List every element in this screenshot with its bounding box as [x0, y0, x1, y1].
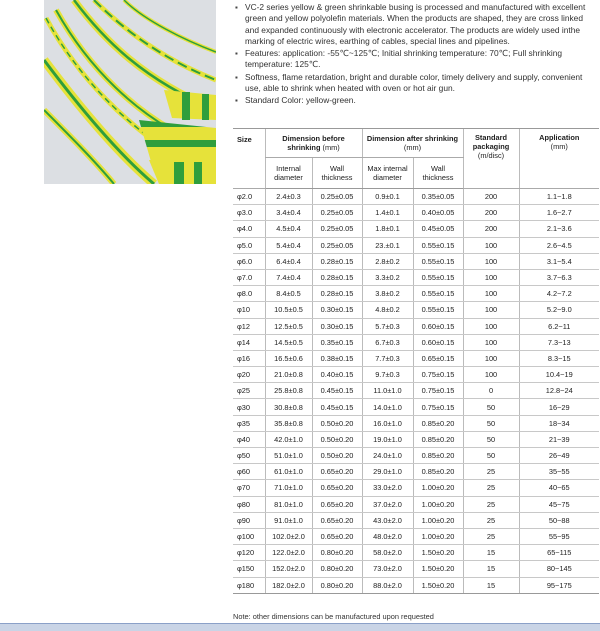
application-cell: 65~115 [519, 545, 599, 561]
wall-thickness-after-cell: 0.45±0.05 [413, 221, 463, 237]
application-cell: 6.2~11 [519, 318, 599, 334]
max-internal-diameter-cell: 29.0±1.0 [362, 464, 413, 480]
packaging-cell: 25 [463, 512, 519, 528]
application-cell: 40~65 [519, 480, 599, 496]
table-row [233, 334, 599, 350]
application-cell: 8.3~15 [519, 350, 599, 366]
size-cell: φ180 [233, 577, 265, 593]
packaging-cell: 0 [463, 383, 519, 399]
internal-diameter-cell: 4.5±0.4 [265, 221, 312, 237]
internal-diameter-cell: 30.8±0.8 [265, 399, 312, 415]
table-row [233, 480, 599, 496]
size-cell: φ30 [233, 399, 265, 415]
size-cell: φ100 [233, 528, 265, 544]
table-row [233, 399, 599, 415]
packaging-cell: 25 [463, 528, 519, 544]
max-internal-diameter-cell: 9.7±0.3 [362, 367, 413, 383]
wall-thickness-after-cell: 0.60±0.15 [413, 334, 463, 350]
application-cell: 18~34 [519, 415, 599, 431]
wall-thickness-after-cell: 0.40±0.05 [413, 205, 463, 221]
wall-thickness-cell: 0.30±0.15 [312, 318, 362, 334]
wall-thickness-cell: 0.65±0.20 [312, 464, 362, 480]
application-cell: 1.1~1.8 [519, 189, 599, 205]
packaging-cell: 200 [463, 221, 519, 237]
wall-thickness-cell: 0.25±0.05 [312, 221, 362, 237]
size-cell: φ4.0 [233, 221, 265, 237]
application-cell: 80~145 [519, 561, 599, 577]
internal-diameter-cell: 122.0±2.0 [265, 545, 312, 561]
packaging-cell: 100 [463, 334, 519, 350]
size-cell: φ25 [233, 383, 265, 399]
header-application-label: Application [539, 133, 580, 142]
max-internal-diameter-cell: 14.0±1.0 [362, 399, 413, 415]
size-cell: φ150 [233, 561, 265, 577]
specification-table [233, 128, 599, 594]
size-cell: φ60 [233, 464, 265, 480]
packaging-cell: 100 [463, 253, 519, 269]
size-cell: φ70 [233, 480, 265, 496]
max-internal-diameter-cell: 5.7±0.3 [362, 318, 413, 334]
header-dimension-before-unit: (mm) [322, 143, 340, 152]
table-row [233, 237, 599, 253]
product-description-list [233, 2, 597, 108]
max-internal-diameter-cell: 48.0±2.0 [362, 528, 413, 544]
wall-thickness-cell: 0.25±0.05 [312, 205, 362, 221]
max-internal-diameter-cell: 1.4±0.1 [362, 205, 413, 221]
packaging-cell: 100 [463, 318, 519, 334]
wall-thickness-cell: 0.28±0.15 [312, 253, 362, 269]
application-cell: 26~49 [519, 448, 599, 464]
application-cell: 7.3~13 [519, 334, 599, 350]
max-internal-diameter-cell: 6.7±0.3 [362, 334, 413, 350]
table-row [233, 464, 599, 480]
wall-thickness-cell: 0.80±0.20 [312, 561, 362, 577]
table-row [233, 286, 599, 302]
wall-thickness-cell: 0.65±0.20 [312, 512, 362, 528]
max-internal-diameter-cell: 37.0±2.0 [362, 496, 413, 512]
internal-diameter-cell: 152.0±2.0 [265, 561, 312, 577]
packaging-cell: 25 [463, 480, 519, 496]
packaging-cell: 15 [463, 561, 519, 577]
internal-diameter-cell: 102.0±2.0 [265, 528, 312, 544]
internal-diameter-cell: 61.0±1.0 [265, 464, 312, 480]
max-internal-diameter-cell: 58.0±2.0 [362, 545, 413, 561]
internal-diameter-cell: 21.0±0.8 [265, 367, 312, 383]
table-row [233, 189, 599, 205]
table-row [233, 415, 599, 431]
internal-diameter-cell: 71.0±1.0 [265, 480, 312, 496]
application-cell: 21~39 [519, 431, 599, 447]
wall-thickness-after-cell: 0.85±0.20 [413, 448, 463, 464]
size-cell: φ120 [233, 545, 265, 561]
wall-thickness-cell: 0.25±0.05 [312, 189, 362, 205]
table-row [233, 318, 599, 334]
header-size: Size [233, 129, 265, 189]
internal-diameter-cell: 35.8±0.8 [265, 415, 312, 431]
packaging-cell: 200 [463, 189, 519, 205]
internal-diameter-cell: 51.0±1.0 [265, 448, 312, 464]
application-cell: 95~175 [519, 577, 599, 593]
product-photo [44, 0, 216, 184]
wall-thickness-after-cell: 1.50±0.20 [413, 561, 463, 577]
application-cell: 2.1~3.6 [519, 221, 599, 237]
header-dimension-before [265, 129, 362, 158]
packaging-cell: 25 [463, 496, 519, 512]
application-cell: 3.7~6.3 [519, 269, 599, 285]
header-packaging [463, 129, 519, 189]
packaging-cell: 50 [463, 448, 519, 464]
wall-thickness-cell: 0.28±0.15 [312, 269, 362, 285]
max-internal-diameter-cell: 3.8±0.2 [362, 286, 413, 302]
internal-diameter-cell: 91.0±1.0 [265, 512, 312, 528]
wall-thickness-after-cell: 1.00±0.20 [413, 512, 463, 528]
application-cell: 10.4~19 [519, 367, 599, 383]
wall-thickness-after-cell: 0.55±0.15 [413, 302, 463, 318]
table-row [233, 431, 599, 447]
max-internal-diameter-cell: 7.7±0.3 [362, 350, 413, 366]
internal-diameter-cell: 12.5±0.5 [265, 318, 312, 334]
size-cell: φ10 [233, 302, 265, 318]
table-row [233, 545, 599, 561]
wall-thickness-cell: 0.45±0.15 [312, 399, 362, 415]
wall-thickness-after-cell: 0.65±0.15 [413, 350, 463, 366]
size-cell: φ35 [233, 415, 265, 431]
wall-thickness-after-cell: 0.75±0.15 [413, 383, 463, 399]
packaging-cell: 100 [463, 269, 519, 285]
wall-thickness-after-cell: 1.00±0.20 [413, 480, 463, 496]
max-internal-diameter-cell: 16.0±1.0 [362, 415, 413, 431]
size-cell: φ8.0 [233, 286, 265, 302]
packaging-cell: 200 [463, 205, 519, 221]
application-cell: 12.8~24 [519, 383, 599, 399]
size-cell: φ20 [233, 367, 265, 383]
wall-thickness-cell: 0.45±0.15 [312, 383, 362, 399]
wall-thickness-after-cell: 0.60±0.15 [413, 318, 463, 334]
header-dimension-before-label: Dimension before shrinking [282, 134, 345, 152]
header-internal-diameter: Internal diameter [265, 158, 312, 189]
wall-thickness-after-cell: 1.50±0.20 [413, 545, 463, 561]
wall-thickness-cell: 0.35±0.15 [312, 334, 362, 350]
wall-thickness-after-cell: 1.00±0.20 [413, 496, 463, 512]
internal-diameter-cell: 7.4±0.4 [265, 269, 312, 285]
internal-diameter-cell: 3.4±0.4 [265, 205, 312, 221]
table-row [233, 367, 599, 383]
wall-thickness-cell: 0.30±0.15 [312, 302, 362, 318]
wall-thickness-after-cell: 0.85±0.20 [413, 415, 463, 431]
internal-diameter-cell: 14.5±0.5 [265, 334, 312, 350]
max-internal-diameter-cell: 73.0±2.0 [362, 561, 413, 577]
size-cell: φ40 [233, 431, 265, 447]
wall-thickness-after-cell: 0.35±0.05 [413, 189, 463, 205]
header-wall-thickness-after: Wall thickness [413, 158, 463, 189]
application-cell: 16~29 [519, 399, 599, 415]
specification-table-body [233, 189, 599, 594]
header-max-internal-diameter: Max internal diameter [362, 158, 413, 189]
table-row [233, 205, 599, 221]
internal-diameter-cell: 10.5±0.5 [265, 302, 312, 318]
header-dimension-after [362, 129, 463, 158]
description-item: ▪ Features: application: -55℃~125℃; Initial shrinking temperature: 70℃; Full shrinking temperature: 125℃. [233, 48, 597, 71]
max-internal-diameter-cell: 19.0±1.0 [362, 431, 413, 447]
header-application [519, 129, 599, 189]
packaging-cell: 100 [463, 350, 519, 366]
wall-thickness-after-cell: 1.00±0.20 [413, 528, 463, 544]
packaging-cell: 100 [463, 237, 519, 253]
application-cell: 2.6~4.5 [519, 237, 599, 253]
table-row [233, 269, 599, 285]
wall-thickness-cell: 0.80±0.20 [312, 577, 362, 593]
application-cell: 4.2~7.2 [519, 286, 599, 302]
wall-thickness-cell: 0.28±0.15 [312, 286, 362, 302]
header-dimension-after-unit: (mm) [403, 143, 422, 152]
wall-thickness-cell: 0.65±0.20 [312, 480, 362, 496]
wall-thickness-cell: 0.50±0.20 [312, 448, 362, 464]
internal-diameter-cell: 182.0±2.0 [265, 577, 312, 593]
wall-thickness-after-cell: 1.50±0.20 [413, 577, 463, 593]
size-cell: φ5.0 [233, 237, 265, 253]
wall-thickness-cell: 0.38±0.15 [312, 350, 362, 366]
internal-diameter-cell: 2.4±0.3 [265, 189, 312, 205]
internal-diameter-cell: 8.4±0.5 [265, 286, 312, 302]
table-row [233, 561, 599, 577]
footnote: Note: other dimensions can be manufactured upon requested [233, 612, 434, 621]
header-packaging-unit: (m/disc) [477, 151, 505, 160]
wall-thickness-after-cell: 0.85±0.20 [413, 431, 463, 447]
table-row [233, 528, 599, 544]
packaging-cell: 15 [463, 577, 519, 593]
max-internal-diameter-cell: 3.3±0.2 [362, 269, 413, 285]
size-cell: φ14 [233, 334, 265, 350]
packaging-cell: 100 [463, 367, 519, 383]
table-row [233, 302, 599, 318]
table-row [233, 350, 599, 366]
max-internal-diameter-cell: 24.0±1.0 [362, 448, 413, 464]
table-row [233, 496, 599, 512]
wall-thickness-cell: 0.50±0.20 [312, 415, 362, 431]
description-item: ▪ VC-2 series yellow & green shrinkable busing is processed and manufactured with excellent green and yellow polyolefin materials. When the products are shaped, they are cross linked and expanded continuously with electronic accelerator. The products are widely used inthe marking of electric wires, earthing of cables, special lines and pipelines. [233, 2, 597, 47]
application-cell: 35~55 [519, 464, 599, 480]
wall-thickness-after-cell: 0.85±0.20 [413, 464, 463, 480]
wall-thickness-cell: 0.50±0.20 [312, 431, 362, 447]
packaging-cell: 15 [463, 545, 519, 561]
table-row [233, 383, 599, 399]
max-internal-diameter-cell: 33.0±2.0 [362, 480, 413, 496]
max-internal-diameter-cell: 0.9±0.1 [362, 189, 413, 205]
table-row [233, 512, 599, 528]
size-cell: φ16 [233, 350, 265, 366]
application-cell: 50~88 [519, 512, 599, 528]
max-internal-diameter-cell: 88.0±2.0 [362, 577, 413, 593]
table-row [233, 448, 599, 464]
internal-diameter-cell: 5.4±0.4 [265, 237, 312, 253]
packaging-cell: 100 [463, 286, 519, 302]
packaging-cell: 50 [463, 431, 519, 447]
max-internal-diameter-cell: 23.±0.1 [362, 237, 413, 253]
application-cell: 1.6~2.7 [519, 205, 599, 221]
header-packaging-label: Standard packaging [472, 133, 510, 151]
wall-thickness-after-cell: 0.75±0.15 [413, 367, 463, 383]
application-cell: 55~95 [519, 528, 599, 544]
table-row [233, 577, 599, 593]
max-internal-diameter-cell: 43.0±2.0 [362, 512, 413, 528]
table-row [233, 221, 599, 237]
size-cell: φ50 [233, 448, 265, 464]
header-application-unit: (mm) [550, 142, 568, 151]
internal-diameter-cell: 25.8±0.8 [265, 383, 312, 399]
internal-diameter-cell: 16.5±0.6 [265, 350, 312, 366]
wall-thickness-after-cell: 0.55±0.15 [413, 237, 463, 253]
heat-shrink-tubing-illustration [44, 0, 216, 184]
wall-thickness-cell: 0.65±0.20 [312, 496, 362, 512]
size-cell: φ2.0 [233, 189, 265, 205]
internal-diameter-cell: 6.4±0.4 [265, 253, 312, 269]
size-cell: φ3.0 [233, 205, 265, 221]
size-cell: φ6.0 [233, 253, 265, 269]
size-cell: φ80 [233, 496, 265, 512]
description-item: ▪ Standard Color: yellow-green. [233, 95, 597, 106]
application-cell: 3.1~5.4 [519, 253, 599, 269]
wall-thickness-cell: 0.40±0.15 [312, 367, 362, 383]
header-dimension-after-label: Dimension after shrinking [366, 134, 459, 143]
packaging-cell: 25 [463, 464, 519, 480]
size-cell: φ90 [233, 512, 265, 528]
packaging-cell: 50 [463, 415, 519, 431]
header-wall-thickness: Wall thickness [312, 158, 362, 189]
max-internal-diameter-cell: 11.0±1.0 [362, 383, 413, 399]
internal-diameter-cell: 81.0±1.0 [265, 496, 312, 512]
max-internal-diameter-cell: 1.8±0.1 [362, 221, 413, 237]
wall-thickness-after-cell: 0.55±0.15 [413, 269, 463, 285]
size-cell: φ12 [233, 318, 265, 334]
table-row [233, 253, 599, 269]
packaging-cell: 50 [463, 399, 519, 415]
wall-thickness-after-cell: 0.75±0.15 [413, 399, 463, 415]
wall-thickness-after-cell: 0.55±0.15 [413, 286, 463, 302]
application-cell: 5.2~9.0 [519, 302, 599, 318]
size-cell: φ7.0 [233, 269, 265, 285]
description-item: ▪ Softness, flame retardation, bright and durable color, timely delivery and supply, convenient use, able to shrink when heated with oven or hot air gun. [233, 72, 597, 95]
wall-thickness-cell: 0.65±0.20 [312, 528, 362, 544]
packaging-cell: 100 [463, 302, 519, 318]
max-internal-diameter-cell: 4.8±0.2 [362, 302, 413, 318]
wall-thickness-cell: 0.25±0.05 [312, 237, 362, 253]
wall-thickness-cell: 0.80±0.20 [312, 545, 362, 561]
max-internal-diameter-cell: 2.8±0.2 [362, 253, 413, 269]
wall-thickness-after-cell: 0.55±0.15 [413, 253, 463, 269]
application-cell: 45~75 [519, 496, 599, 512]
internal-diameter-cell: 42.0±1.0 [265, 431, 312, 447]
